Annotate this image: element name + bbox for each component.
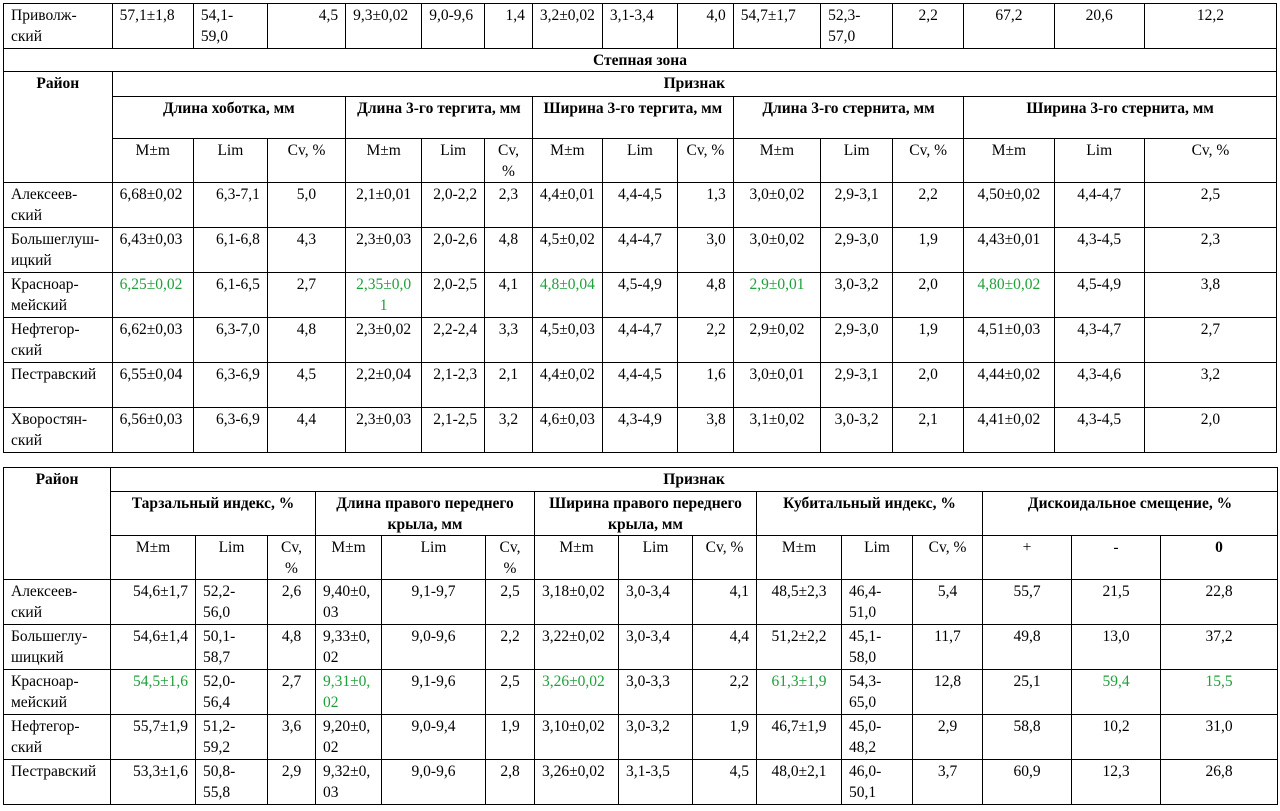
value-cell: 6,3-6,9 bbox=[193, 363, 267, 408]
value-cell: 3,8 bbox=[677, 408, 733, 453]
value-cell: 6,3-7,1 bbox=[193, 183, 267, 228]
value-cell: 52,2-56,0 bbox=[196, 580, 268, 625]
stat-header-lim: Lim bbox=[602, 139, 677, 183]
disc-header-zero: 0 bbox=[1161, 536, 1278, 580]
value-cell: 3,8 bbox=[1144, 273, 1276, 318]
value-cell: 54,6±1,7 bbox=[111, 580, 196, 625]
value-cell: 4,5-4,9 bbox=[602, 273, 677, 318]
stat-header-lim: Lim bbox=[422, 139, 485, 183]
lim-cell: 54,1-59,0 bbox=[193, 4, 267, 49]
value-cell: 9,20±0,02 bbox=[316, 715, 382, 760]
value-cell: 4,4 bbox=[267, 408, 345, 453]
value-cell: 10,2 bbox=[1072, 715, 1161, 760]
value-cell: 2,7 bbox=[268, 670, 316, 715]
value-cell: 20,6 bbox=[1054, 4, 1144, 49]
table-row bbox=[4, 4, 1277, 49]
group-header-tergite-width: Ширина 3-го тергита, мм bbox=[532, 97, 733, 139]
stat-header-lim: Lim bbox=[382, 536, 486, 580]
value-cell: 2,9-3,0 bbox=[821, 318, 893, 363]
value-cell: 25,1 bbox=[983, 670, 1072, 715]
value-cell: 13,0 bbox=[1072, 625, 1161, 670]
value-cell: 12,3 bbox=[1072, 760, 1161, 805]
value-cell: 2,3±0,02 bbox=[346, 318, 422, 363]
value-cell: 1,9 bbox=[893, 228, 964, 273]
value-cell: 2,1 bbox=[485, 363, 533, 408]
stat-header-lim: Lim bbox=[821, 139, 893, 183]
district-cell: Приволж-ский bbox=[4, 4, 113, 49]
value-cell: 5,0 bbox=[267, 183, 345, 228]
value-cell: 4,51±0,03 bbox=[964, 318, 1054, 363]
value-cell: 49,8 bbox=[983, 625, 1072, 670]
value-cell: 3,18±0,02 bbox=[535, 580, 619, 625]
value-cell: 4,3-4,5 bbox=[1054, 408, 1144, 453]
value-cell: 45,1-58,0 bbox=[842, 625, 913, 670]
table-row bbox=[4, 760, 1278, 805]
district-cell: Пестравский bbox=[4, 760, 111, 805]
feature-header: Признак bbox=[111, 468, 1278, 492]
value-cell: 2,0-2,6 bbox=[422, 228, 485, 273]
value-cell: 2,3 bbox=[1144, 228, 1276, 273]
value-cell: 9,40±0,03 bbox=[316, 580, 382, 625]
cv-cell: 4,5 bbox=[267, 4, 345, 49]
value-cell: 12,2 bbox=[1144, 4, 1276, 49]
value-cell: 2,9-3,0 bbox=[821, 228, 893, 273]
value-cell: 9,32±0,03 bbox=[316, 760, 382, 805]
value-cell: 2,2 bbox=[693, 670, 757, 715]
value-cell: 67,2 bbox=[964, 4, 1054, 49]
group-header-sternite-width: Ширина 3-го стернита, мм bbox=[964, 97, 1277, 139]
value-cell: 2,0 bbox=[893, 273, 964, 318]
value-cell: 4,8 bbox=[485, 228, 533, 273]
stat-header-mean: M±m bbox=[316, 536, 382, 580]
stat-header-mean: M±m bbox=[532, 139, 602, 183]
value-cell: 2,6 bbox=[268, 580, 316, 625]
value-cell: 6,55±0,04 bbox=[112, 363, 193, 408]
stat-header-lim: Lim bbox=[1054, 139, 1144, 183]
value-cell: 50,8-55,8 bbox=[196, 760, 268, 805]
district-header: Район bbox=[4, 468, 111, 580]
stat-header-cv: Cv, % bbox=[677, 139, 733, 183]
value-cell: 51,2±2,2 bbox=[757, 625, 842, 670]
value-cell: 4,4-4,5 bbox=[602, 183, 677, 228]
value-cell: 2,1±0,01 bbox=[346, 183, 422, 228]
value-cell: 9,1-9,6 bbox=[382, 670, 486, 715]
value-cell: 4,5±0,02 bbox=[532, 228, 602, 273]
group-header-tergite-length: Длина 3-го тергита, мм bbox=[346, 97, 533, 139]
district-cell: Красноар-мейский bbox=[4, 273, 113, 318]
value-cell: 4,44±0,02 bbox=[964, 363, 1054, 408]
value-cell: 9,33±0,02 bbox=[316, 625, 382, 670]
value-cell: 9,0-9,6 bbox=[382, 625, 486, 670]
value-cell: 3,0±0,01 bbox=[733, 363, 820, 408]
value-cell: 9,31±0,02 bbox=[316, 670, 382, 715]
value-cell: 4,43±0,01 bbox=[964, 228, 1054, 273]
value-cell: 4,41±0,02 bbox=[964, 408, 1054, 453]
value-cell: 3,26±0,02 bbox=[535, 670, 619, 715]
value-cell: 11,7 bbox=[913, 625, 983, 670]
value-cell: 4,4-4,5 bbox=[602, 363, 677, 408]
value-cell: 4,5-4,9 bbox=[1054, 273, 1144, 318]
value-cell: 2,0-2,5 bbox=[422, 273, 485, 318]
cv-cell: 2,2 bbox=[893, 4, 964, 49]
lim-cell: 3,1-3,4 bbox=[602, 4, 677, 49]
table-row bbox=[4, 625, 1278, 670]
value-cell: 3,2 bbox=[485, 408, 533, 453]
value-cell: 2,5 bbox=[1144, 183, 1276, 228]
group-header-wing-width: Ширина правого переднего крыла, мм bbox=[535, 492, 757, 536]
value-cell: 1,3 bbox=[677, 183, 733, 228]
value-cell: 46,7±1,9 bbox=[757, 715, 842, 760]
value-cell: 3,2 bbox=[1144, 363, 1276, 408]
value-cell: 3,22±0,02 bbox=[535, 625, 619, 670]
value-cell: 4,50±0,02 bbox=[964, 183, 1054, 228]
group-header-sternite-length: Длина 3-го стернита, мм bbox=[733, 97, 963, 139]
zone-title: Степная зона bbox=[4, 49, 1277, 72]
table-row bbox=[4, 273, 1277, 318]
value-cell: 61,3±1,9 bbox=[757, 670, 842, 715]
value-cell: 2,0 bbox=[1144, 408, 1276, 453]
value-cell: 37,2 bbox=[1161, 625, 1278, 670]
value-cell: 3,1±0,02 bbox=[733, 408, 820, 453]
value-cell: 4,5 bbox=[693, 760, 757, 805]
value-cell: 2,3 bbox=[485, 183, 533, 228]
table-row bbox=[4, 363, 1277, 408]
value-cell: 4,3-4,5 bbox=[1054, 228, 1144, 273]
district-cell: Нефтегор-ский bbox=[4, 318, 113, 363]
value-cell: 4,4-4,7 bbox=[602, 228, 677, 273]
value-cell: 4,4±0,02 bbox=[532, 363, 602, 408]
value-cell: 6,56±0,03 bbox=[112, 408, 193, 453]
stat-header-lim: Lim bbox=[196, 536, 268, 580]
stat-header-lim: Lim bbox=[193, 139, 267, 183]
value-cell: 6,3-7,0 bbox=[193, 318, 267, 363]
value-cell: 4,4-4,7 bbox=[1054, 183, 1144, 228]
value-cell: 3,0-3,4 bbox=[619, 625, 693, 670]
value-cell: 6,1-6,8 bbox=[193, 228, 267, 273]
table-row bbox=[4, 580, 1278, 625]
value-cell: 2,1-2,3 bbox=[422, 363, 485, 408]
value-cell: 3,0-3,2 bbox=[821, 408, 893, 453]
value-cell: 2,8 bbox=[486, 760, 535, 805]
value-cell: 2,7 bbox=[267, 273, 345, 318]
value-cell: 45,0-48,2 bbox=[842, 715, 913, 760]
value-cell: 2,9 bbox=[268, 760, 316, 805]
table-row bbox=[4, 715, 1278, 760]
value-cell: 4,5±0,03 bbox=[532, 318, 602, 363]
district-cell: Большеглуш-ицкий bbox=[4, 228, 113, 273]
value-cell: 4,3-4,9 bbox=[602, 408, 677, 453]
value-cell: 6,62±0,03 bbox=[112, 318, 193, 363]
value-cell: 4,8 bbox=[677, 273, 733, 318]
value-cell: 31,0 bbox=[1161, 715, 1278, 760]
value-cell: 2,2 bbox=[486, 625, 535, 670]
value-cell: 46,0-50,1 bbox=[842, 760, 913, 805]
stat-header-cv: Cv, % bbox=[485, 139, 533, 183]
stat-header-mean: M±m bbox=[964, 139, 1054, 183]
stat-header-cv: Cv, % bbox=[486, 536, 535, 580]
mean-cell: 57,1±1,8 bbox=[112, 4, 193, 49]
table-row bbox=[4, 183, 1277, 228]
value-cell: 4,8±0,04 bbox=[532, 273, 602, 318]
morphometry-table-bottom bbox=[3, 467, 1278, 805]
district-cell: Алексеев-ский bbox=[4, 580, 111, 625]
value-cell: 4,1 bbox=[485, 273, 533, 318]
table-row bbox=[4, 318, 1277, 363]
value-cell: 54,3-65,0 bbox=[842, 670, 913, 715]
table-row bbox=[4, 670, 1278, 715]
value-cell: 2,9±0,02 bbox=[733, 318, 820, 363]
stat-header-cv: Cv, % bbox=[268, 536, 316, 580]
value-cell: 4,4 bbox=[693, 625, 757, 670]
group-header-wing-length: Длина правого переднего крыла, мм bbox=[316, 492, 535, 536]
value-cell: 3,0-3,2 bbox=[821, 273, 893, 318]
value-cell: 2,2±0,04 bbox=[346, 363, 422, 408]
value-cell: 4,8 bbox=[267, 318, 345, 363]
stat-header-cv: Cv, % bbox=[893, 139, 964, 183]
value-cell: 2,35±0,01 bbox=[346, 273, 422, 318]
stat-header-lim: Lim bbox=[842, 536, 913, 580]
stat-header-cv: Cv, % bbox=[1144, 139, 1276, 183]
district-cell: Нефтегор-ский bbox=[4, 715, 111, 760]
value-cell: 2,2-2,4 bbox=[422, 318, 485, 363]
group-header-tarsal-index: Тарзальный индекс, % bbox=[111, 492, 316, 536]
value-cell: 4,1 bbox=[693, 580, 757, 625]
stat-header-mean: M±m bbox=[757, 536, 842, 580]
value-cell: 51,2-59,2 bbox=[196, 715, 268, 760]
stat-header-mean: M±m bbox=[112, 139, 193, 183]
value-cell: 4,5 bbox=[267, 363, 345, 408]
value-cell: 3,0±0,02 bbox=[733, 228, 820, 273]
value-cell: 3,6 bbox=[268, 715, 316, 760]
value-cell: 55,7 bbox=[983, 580, 1072, 625]
group-header-cubital-index: Кубитальный индекс, % bbox=[757, 492, 983, 536]
feature-header: Признак bbox=[112, 72, 1276, 97]
stat-header-cv: Cv, % bbox=[913, 536, 983, 580]
value-cell: 1,9 bbox=[893, 318, 964, 363]
value-cell: 6,68±0,02 bbox=[112, 183, 193, 228]
stat-header-cv: Cv, % bbox=[693, 536, 757, 580]
value-cell: 3,0-3,2 bbox=[619, 715, 693, 760]
value-cell: 54,6±1,4 bbox=[111, 625, 196, 670]
value-cell: 2,2 bbox=[677, 318, 733, 363]
value-cell: 4,3 bbox=[267, 228, 345, 273]
value-cell: 48,5±2,3 bbox=[757, 580, 842, 625]
value-cell: 21,5 bbox=[1072, 580, 1161, 625]
value-cell: 9,1-9,7 bbox=[382, 580, 486, 625]
value-cell: 3,3 bbox=[485, 318, 533, 363]
value-cell: 26,8 bbox=[1161, 760, 1278, 805]
stat-header-mean: M±m bbox=[346, 139, 422, 183]
value-cell: 1,9 bbox=[486, 715, 535, 760]
cv-cell: 4,0 bbox=[677, 4, 733, 49]
value-cell: 6,25±0,02 bbox=[112, 273, 193, 318]
value-cell: 2,0-2,2 bbox=[422, 183, 485, 228]
mean-cell: 3,2±0,02 bbox=[532, 4, 602, 49]
value-cell: 2,5 bbox=[486, 580, 535, 625]
district-cell: Красноар-мейский bbox=[4, 670, 111, 715]
value-cell: 1,9 bbox=[693, 715, 757, 760]
value-cell: 4,3-4,6 bbox=[1054, 363, 1144, 408]
lim-cell: 52,3-57,0 bbox=[821, 4, 893, 49]
value-cell: 6,1-6,5 bbox=[193, 273, 267, 318]
value-cell: 3,26±0,02 bbox=[535, 760, 619, 805]
value-cell: 4,4-4,7 bbox=[602, 318, 677, 363]
value-cell: 6,43±0,03 bbox=[112, 228, 193, 273]
value-cell: 3,0-3,4 bbox=[619, 580, 693, 625]
value-cell: 4,4±0,01 bbox=[532, 183, 602, 228]
value-cell: 4,6±0,03 bbox=[532, 408, 602, 453]
stat-header-cv: Cv, % bbox=[267, 139, 345, 183]
disc-header-minus: - bbox=[1072, 536, 1161, 580]
disc-header-plus: + bbox=[983, 536, 1072, 580]
value-cell: 54,5±1,6 bbox=[111, 670, 196, 715]
value-cell: 3,0±0,02 bbox=[733, 183, 820, 228]
stat-header-lim: Lim bbox=[619, 536, 693, 580]
mean-cell: 54,7±1,7 bbox=[733, 4, 820, 49]
value-cell: 2,3±0,03 bbox=[346, 228, 422, 273]
district-cell: Хворостян-ский bbox=[4, 408, 113, 453]
value-cell: 2,9-3,1 bbox=[821, 363, 893, 408]
stat-header-mean: M±m bbox=[535, 536, 619, 580]
value-cell: 22,8 bbox=[1161, 580, 1278, 625]
value-cell: 4,3-4,7 bbox=[1054, 318, 1144, 363]
value-cell: 3,0 bbox=[677, 228, 733, 273]
value-cell: 60,9 bbox=[983, 760, 1072, 805]
morphometry-table-top bbox=[3, 3, 1277, 453]
group-header-proboscis: Длина хоботка, мм bbox=[112, 97, 345, 139]
value-cell: 59,4 bbox=[1072, 670, 1161, 715]
value-cell: 2,5 bbox=[486, 670, 535, 715]
value-cell: 52,0-56,4 bbox=[196, 670, 268, 715]
value-cell: 6,3-6,9 bbox=[193, 408, 267, 453]
value-cell: 2,9-3,1 bbox=[821, 183, 893, 228]
cv-cell: 1,4 bbox=[485, 4, 533, 49]
value-cell: 2,3±0,03 bbox=[346, 408, 422, 453]
value-cell: 2,1-2,5 bbox=[422, 408, 485, 453]
value-cell: 5,4 bbox=[913, 580, 983, 625]
value-cell: 55,7±1,9 bbox=[111, 715, 196, 760]
value-cell: 15,5 bbox=[1161, 670, 1278, 715]
district-cell: Пестравский bbox=[4, 363, 113, 408]
district-cell: Большеглу-шицкий bbox=[4, 625, 111, 670]
value-cell: 3,0-3,3 bbox=[619, 670, 693, 715]
value-cell: 12,8 bbox=[913, 670, 983, 715]
district-cell: Алексеев-ский bbox=[4, 183, 113, 228]
value-cell: 3,7 bbox=[913, 760, 983, 805]
value-cell: 9,0-9,4 bbox=[382, 715, 486, 760]
mean-cell: 9,3±0,02 bbox=[346, 4, 422, 49]
value-cell: 2,2 bbox=[893, 183, 964, 228]
value-cell: 4,8 bbox=[268, 625, 316, 670]
value-cell: 48,0±2,1 bbox=[757, 760, 842, 805]
district-header: Район bbox=[4, 72, 113, 183]
table-row bbox=[4, 228, 1277, 273]
value-cell: 2,7 bbox=[1144, 318, 1276, 363]
stat-header-mean: M±m bbox=[111, 536, 196, 580]
value-cell: 2,9±0,01 bbox=[733, 273, 820, 318]
value-cell: 46,4-51,0 bbox=[842, 580, 913, 625]
value-cell: 3,1-3,5 bbox=[619, 760, 693, 805]
value-cell: 3,10±0,02 bbox=[535, 715, 619, 760]
value-cell: 2,0 bbox=[893, 363, 964, 408]
value-cell: 1,6 bbox=[677, 363, 733, 408]
value-cell: 9,0-9,6 bbox=[382, 760, 486, 805]
table-row bbox=[4, 408, 1277, 453]
group-header-discoidal-shift: Дискоидальное смещение, % bbox=[983, 492, 1278, 536]
value-cell: 53,3±1,6 bbox=[111, 760, 196, 805]
value-cell: 50,1-58,7 bbox=[196, 625, 268, 670]
lim-cell: 9,0-9,6 bbox=[422, 4, 485, 49]
value-cell: 2,9 bbox=[913, 715, 983, 760]
value-cell: 4,80±0,02 bbox=[964, 273, 1054, 318]
value-cell: 58,8 bbox=[983, 715, 1072, 760]
value-cell: 2,1 bbox=[893, 408, 964, 453]
stat-header-mean: M±m bbox=[733, 139, 820, 183]
